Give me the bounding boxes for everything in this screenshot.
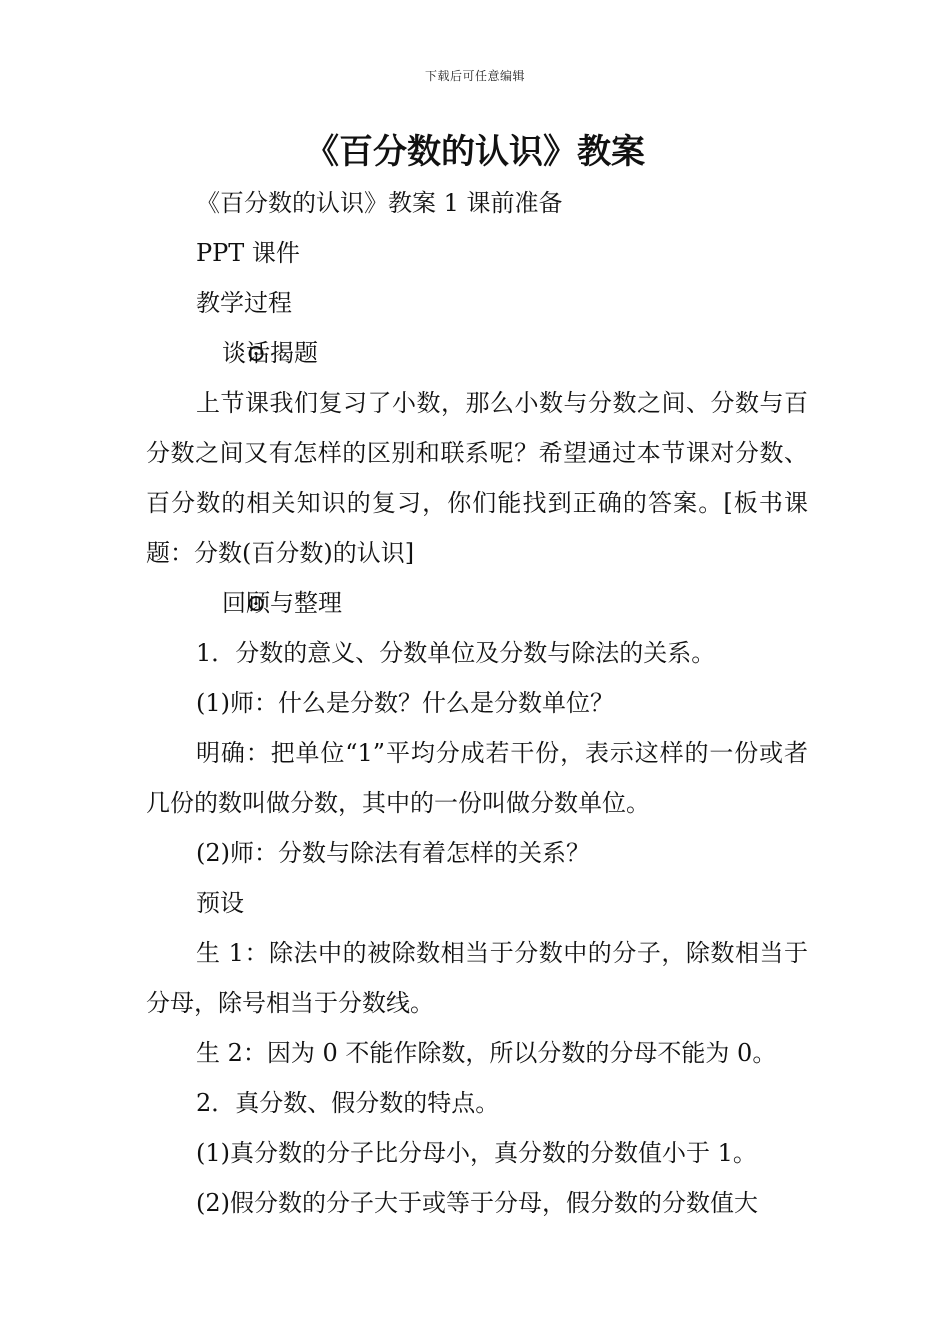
paragraph-proper-fraction: (1)真分数的分子比分母小，真分数的分数值小于 1。 — [196, 1139, 757, 1167]
paragraph-ppt: PPT 课件 — [196, 239, 300, 267]
section-heading-review: ⊙ 回顾与整理 — [146, 578, 808, 628]
document-body — [146, 178, 808, 1228]
paragraph-item-2: 2．真分数、假分数的特点。 — [196, 1089, 500, 1117]
paragraph-preset: 预设 — [196, 889, 244, 917]
paragraph-student-1: 生 1：除法中的被除数相当于分数中的分子，除数相当于分母，除号相当于分数线。 — [146, 939, 808, 1017]
document-title: 《百分数的认识》教案 — [305, 132, 645, 172]
header-note: 下载后可任意编辑 — [424, 69, 525, 83]
paragraph-teaching-process: 教学过程 — [196, 289, 292, 317]
paragraph-question-2: (2)师：分数与除法有着怎样的关系？ — [196, 839, 590, 867]
paragraph-question-1: (1)师：什么是分数？什么是分数单位？ — [196, 689, 614, 717]
paragraph-improper-fraction: (2)假分数的分子大于或等于分母，假分数的分数值大 — [196, 1189, 758, 1217]
paragraph-student-2: 生 2：因为 0 不能作除数，所以分数的分母不能为 0。 — [196, 1039, 777, 1067]
section-heading-intro: ⊙ 谈话揭题 — [146, 328, 808, 378]
paragraph-clarify: 明确：把单位“1”平均分成若干份，表示这样的一份或者几份的数叫做分数，其中的一份叫做分数单位。 — [146, 739, 808, 817]
paragraph-intro: 上节课我们复习了小数，那么小数与分数之间、分数与百分数之间又有怎样的区别和联系呢？希望通过本节课对分数、百分数的相关知识的复习，你们能找到正确的答案。[板书课题：分数(百分数)的认识] — [146, 389, 808, 567]
paragraph-lesson-heading: 《百分数的认识》教案 1 课前准备 — [196, 189, 563, 217]
paragraph-item-1: 1．分数的意义、分数单位及分数与除法的关系。 — [196, 639, 716, 667]
